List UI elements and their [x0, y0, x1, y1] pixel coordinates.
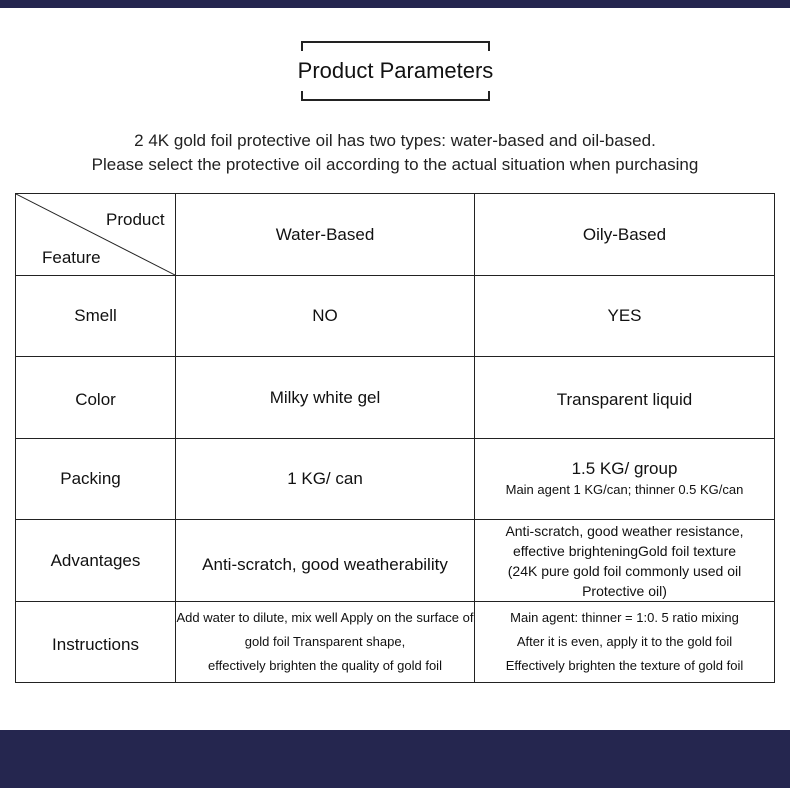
advantages-oily-line-2: effective brighteningGold foil texture [512, 542, 737, 559]
instructions-oily-line-1: Main agent: thinner = 1:0. 5 ratio mixing [510, 610, 739, 625]
row-label-advantages: Advantages [16, 520, 176, 602]
header-feature-label: Feature [42, 248, 101, 267]
color-oily: Transparent liquid [475, 357, 774, 439]
advantages-water: Anti-scratch, good weatherability [176, 520, 475, 602]
packing-oily [475, 439, 774, 520]
bottom-banner-bar [0, 730, 790, 788]
row-label-instructions: Instructions [16, 602, 176, 682]
instructions-oily-line-3: Effectively brighten the texture of gold foil [505, 658, 744, 673]
packing-oily-sub: Main agent 1 KG/can; thinner 0.5 KG/can [505, 482, 744, 497]
intro-line-1: 2 4K gold foil protective oil has two types: water-based and oil-based. [134, 131, 656, 150]
header-product-label: Product [106, 210, 165, 229]
packing-oily-main: 1.5 KG/ group [571, 459, 678, 478]
advantages-oily-line-3: (24K pure gold foil commonly used oil [507, 562, 742, 579]
title-frame [297, 41, 494, 101]
advantages-oily-line-1: Anti-scratch, good weather resistance, [505, 522, 744, 539]
advantages-oily-line-4: Protective oil) [582, 582, 667, 599]
row-label-color: Color [16, 357, 176, 439]
row-label-packing: Packing [16, 439, 176, 520]
parameters-table [15, 193, 775, 683]
title-bracket-top [301, 41, 490, 51]
color-water: Milky white gel [176, 357, 475, 439]
instructions-oily [475, 602, 774, 682]
instructions-water-line-1: Add water to dilute, mix well Apply on the surface of [176, 610, 474, 625]
row-label-smell: Smell [16, 276, 176, 357]
instructions-water-line-3: effectively brighten the quality of gold foil [208, 658, 442, 673]
header-water-based: Water-Based [176, 194, 475, 276]
smell-oily: YES [475, 276, 774, 357]
instructions-water-line-2: gold foil Transparent shape, [244, 634, 406, 649]
title-bracket-bottom [301, 91, 490, 101]
smell-water: NO [176, 276, 475, 357]
instructions-oily-line-2: After it is even, apply it to the gold foil [516, 634, 733, 649]
page-title: Product Parameters [297, 58, 494, 83]
instructions-water [176, 602, 475, 682]
header-corner-cell [16, 194, 176, 276]
advantages-oily [475, 520, 774, 602]
top-banner-bar [0, 0, 790, 8]
intro-line-2: Please select the protective oil according to the actual situation when purchasing [91, 155, 699, 174]
packing-water: 1 KG/ can [176, 439, 475, 520]
header-oily-based: Oily-Based [475, 194, 774, 276]
